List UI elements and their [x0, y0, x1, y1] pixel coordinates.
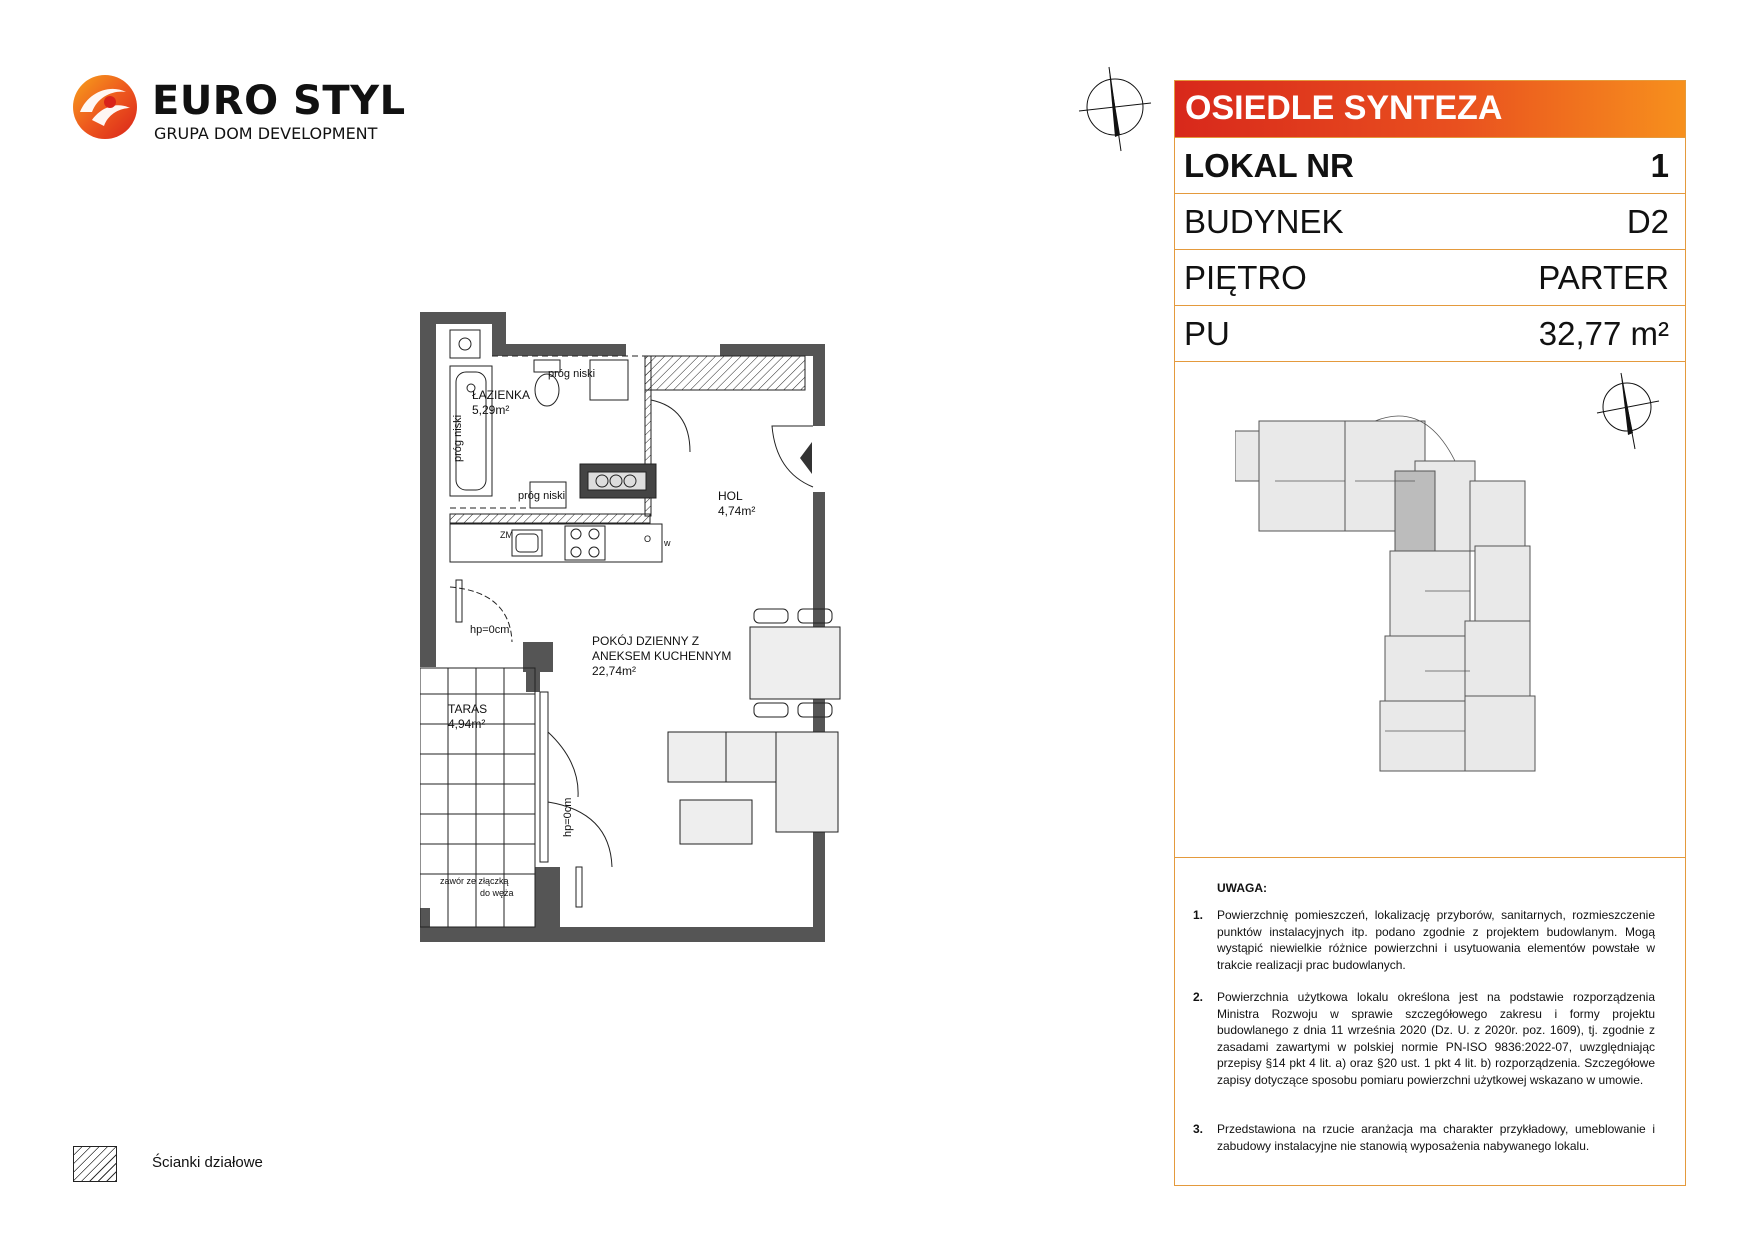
- brand-logo: [70, 72, 406, 152]
- label-prog-niski-1: próg niski: [548, 368, 596, 380]
- info-row-lokal: LOKAL NR 1: [1175, 137, 1685, 193]
- label-o: O: [644, 534, 652, 544]
- room-living: POKÓJ DZIENNY Z ANEKSEM KUCHENNYM 22,74m²: [592, 634, 732, 678]
- room-hall: HOL 4,74m²: [718, 489, 756, 518]
- label-prog-niski-3: próg niski: [452, 414, 464, 462]
- panel-header: [1175, 81, 1685, 137]
- info-row-budynek: BUDYNEK D2: [1175, 193, 1685, 249]
- room-bathroom: ŁAZIENKA 5,29m²: [472, 388, 531, 417]
- floor-plan: [420, 312, 890, 942]
- legend-label: Ścianki działowe: [152, 1154, 263, 1171]
- label-zm: ZM: [500, 530, 513, 540]
- label-valve-2: do węża: [480, 888, 514, 898]
- notes-title: UWAGA:: [1217, 881, 1267, 895]
- brand-name: EURO STYL: [152, 78, 406, 124]
- info-row-pu: PU 32,77 m²: [1175, 305, 1685, 361]
- divider-notes: [1175, 857, 1685, 858]
- info-row-pietro: PIĘTRO PARTER: [1175, 249, 1685, 305]
- room-terrace: TARAS 4,94m²: [448, 702, 488, 731]
- north-arrow-icon: [1075, 65, 1155, 155]
- euro-styl-logo-icon: [70, 72, 140, 142]
- site-plan-map: [1235, 371, 1615, 781]
- estate-name: OSIEDLE SYNTEZA: [1185, 89, 1503, 127]
- label-w: w: [664, 538, 671, 548]
- label-prog-niski-2: próg niski: [518, 490, 566, 502]
- north-arrow-icon-small: [1595, 371, 1665, 451]
- brand-subtitle: GRUPA DOM DEVELOPMENT: [154, 124, 378, 143]
- divider-top: [1175, 361, 1685, 362]
- label-hp-2: hp=0cm: [562, 797, 574, 837]
- info-panel: OSIEDLE SYNTEZA LOKAL NR 1 BUDYNEK D2 PIĘTRO PARTER PU 32,77 m² UWAGA: 1. Powierzchnię pomieszczeń, lokalizację przyborów, sanitarnych, rozmieszczenie punktów instalacyjnych itp. podano zgodnie z projektem budowlanym. Mogą wystąpić niewielkie różnice powierzchni i usytuowania elementów powstałe w trakcie realizacji prac budowlanych. 2. Powierzchnia użytkowa lokalu określona jest na podstawie rozporządzenia Ministra Rozwoju w sprawie szczegółowego zakresu i formy projektu budowlanego z dnia 11 września 2020 (Dz. U. z 2020r. poz. 1609), tj. zgodnie z zasadami zawartymi w polskiej normie PN-ISO 9836:2022-07, uwzględniając przepisy §14 pkt 4 lit. a) oraz §20 ust. 1 pkt 4 lit. b) rozporządzenia. Szczegółowe zapisy dotyczące sposobu pomiaru powierzchni użytkowej wskazano w umowie. 3. Przedstawiona na rzucie aranżacja ma charakter przykładowy, umeblowanie i zabudowy instalacyjne nie stanowią wyposażenia nabywanego lokalu.: [1174, 80, 1686, 1186]
- label-valve-1: zawór ze złączką: [440, 876, 509, 886]
- label-hp-1: hp=0cm: [470, 624, 510, 636]
- legend-hatch-swatch: [73, 1146, 117, 1182]
